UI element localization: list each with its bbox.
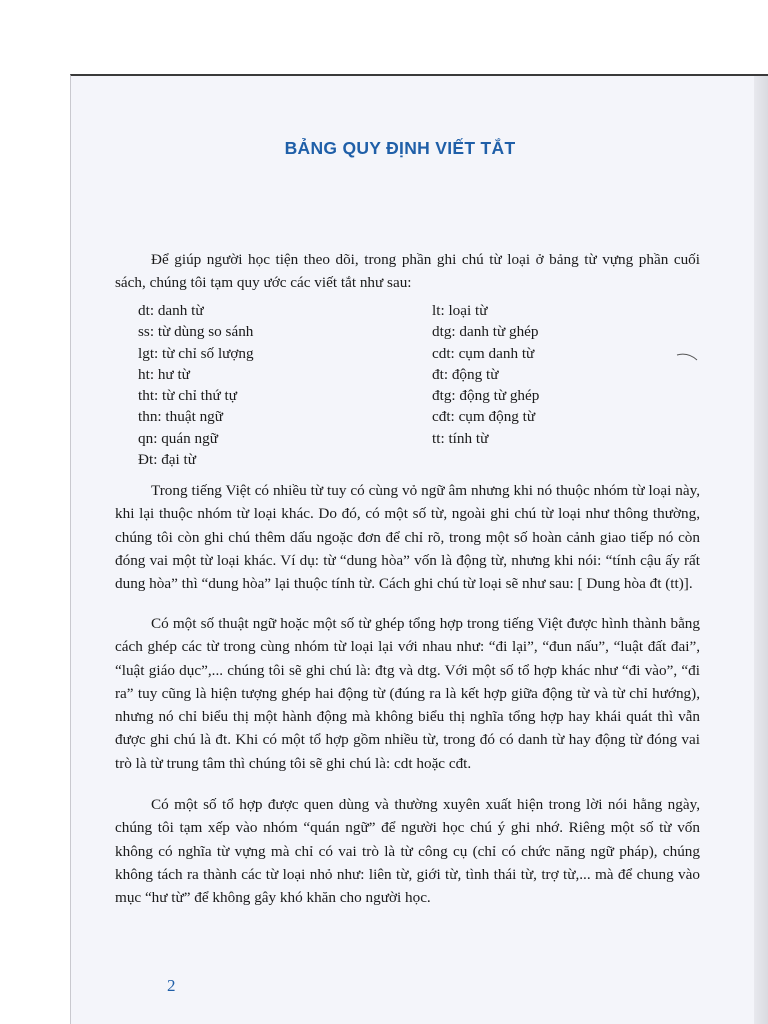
intro-text: Để giúp người học tiện theo dõi, trong phần ghi chú từ loại ở bảng từ vựng phần cuối sách, chúng tôi tạm quy ước các viết tắt như sau: — [115, 251, 700, 292]
abbr-left-item: ht: hư từ — [138, 365, 190, 383]
page-heading: BẢNG QUY ĐỊNH VIẾT TẮT — [284, 138, 516, 158]
abbreviation-list-left — [138, 300, 398, 470]
abbr-left-item: ss: từ dùng so sánh — [138, 323, 254, 341]
paragraph-1 — [115, 479, 700, 595]
abbr-left-item: thn: thuật ngữ — [138, 408, 224, 426]
abbr-left-item: tht: từ chỉ thứ tự — [138, 387, 237, 405]
abbr-right-item: dtg: danh từ ghép — [432, 323, 539, 341]
abbr-right-item: lt: loại từ — [432, 302, 488, 319]
paragraph-3-text: Có một số tổ hợp được quen dùng và thường xuyên xuất hiện trong lời nói hằng ngày, chúng tôi tạm xếp vào nhóm “quán ngữ” để người học chú ý ghi nhớ. Riêng một số từ vốn không có nghĩa từ vựng mà chỉ có vai trò là từ công cụ (chỉ có chức năng ngữ pháp), chúng không tách ra thành các từ loại nhỏ như: liên từ, giới từ, tình thái từ, trợ từ,... mà để chung vào mục “hư từ” để không gây khó khăn cho người học. — [115, 796, 700, 907]
abbr-left-item: lgt: từ chỉ số lượng — [138, 344, 254, 362]
page-edge — [754, 76, 768, 1024]
paragraph-2-text: Có một số thuật ngữ hoặc một số từ ghép tổng hợp trong tiếng Việt được hình thành bằng cách ghép các từ trong cùng nhóm từ loại lại với nhau như: “đi lại”, “đun nấu”, “luật đất đai”, “luật giáo dục”,... chúng tôi sẽ ghi chú là: đtg và dtg. Với một số tổ hợp khác như “đi vào”, “đi ra” tuy cũng là hiện tượng ghép hai động từ (đúng ra là kết hợp giữa động từ và từ chỉ hướng), nhưng nó chỉ biểu thị một hành động mà không biểu thị nghĩa tổng hợp hay khái quát thì vẫn được ghi chú là đt. Khi có một tổ hợp gồm nhiều từ, trong đó có danh từ hay động từ đóng vai trò là từ trung tâm thì chúng tôi sẽ ghi chú là: cdt hoặc cđt. — [115, 615, 700, 772]
abbr-right-item: tt: tính từ — [432, 429, 489, 447]
page-number: 2 — [167, 976, 176, 995]
abbreviation-list-right — [432, 300, 692, 449]
abbr-right-item: cdt: cụm danh từ — [432, 344, 535, 362]
abbr-left-item: dt: danh từ — [138, 302, 204, 319]
abbr-right-item: đtg: động từ ghép — [432, 387, 540, 405]
intro-paragraph — [115, 248, 700, 295]
abbr-right-item: cđt: cụm động từ — [432, 408, 536, 426]
paragraph-3 — [115, 793, 700, 909]
paragraph-2 — [115, 612, 700, 775]
abbr-left-item: qn: quán ngữ — [138, 429, 218, 447]
scan-background — [0, 0, 768, 80]
abbr-left-item: Đt: đại từ — [138, 451, 197, 469]
abbr-right-item: đt: động từ — [432, 365, 499, 383]
paragraph-1-text: Trong tiếng Việt có nhiều từ tuy có cùng vỏ ngữ âm nhưng khi nó thuộc nhóm từ loại này, khi lại thuộc nhóm từ loại khác. Do đó, có một số từ, ngoài ghi chú từ loại như thông thường, chúng tôi còn ghi chú thêm dấu ngoặc đơn để chỉ rõ, trong một số hoàn cảnh giao tiếp nó còn đóng vai một từ loại khác. Ví dụ: từ “dung hòa” vốn là động từ, nhưng khi nói: “tính cậu ấy rất dung hòa” thì “dung hòa” lại thuộc tính từ. Cách ghi chú từ loại sẽ như sau: [ Dung hòa đt (tt)]. — [115, 482, 700, 593]
